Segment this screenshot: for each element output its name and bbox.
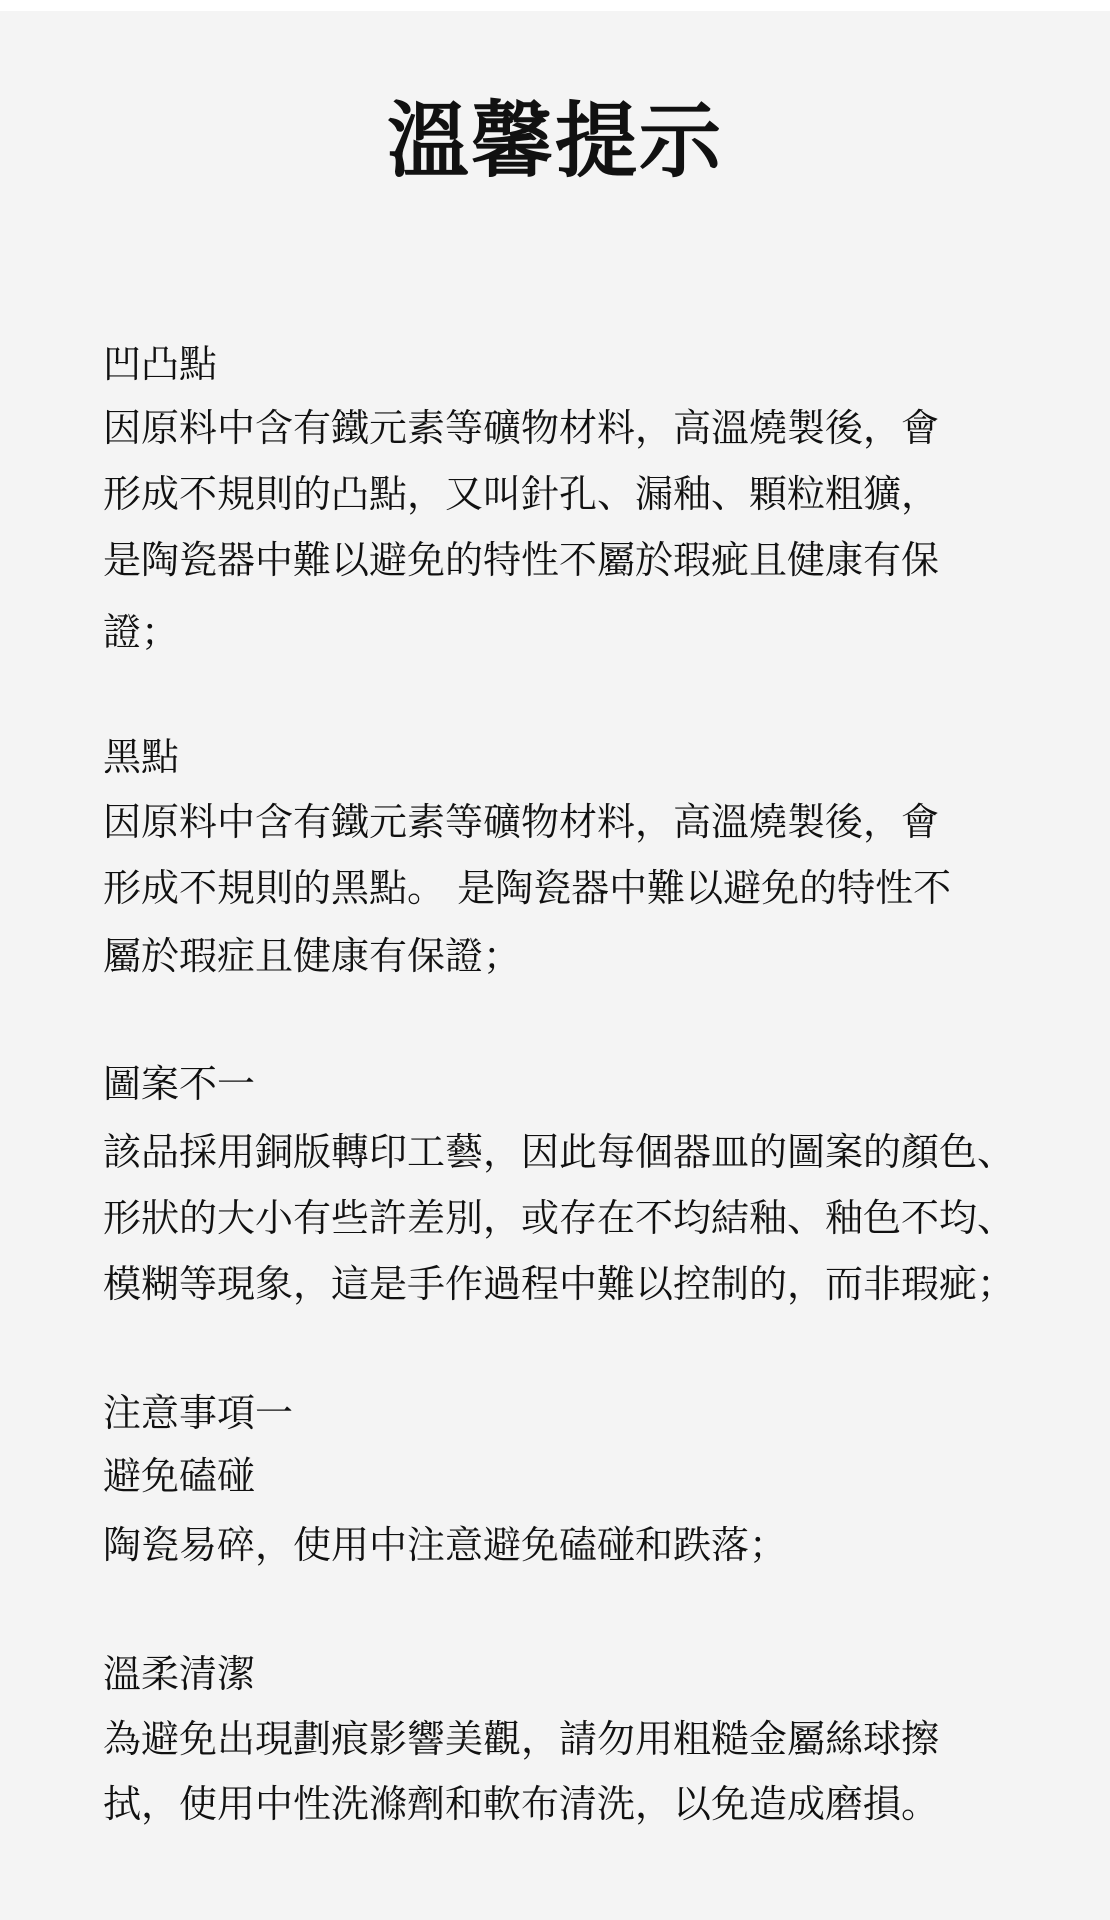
section-text-line: 因原料中含有鐵元素等礦物材料，高溫燒製後，會	[103, 406, 940, 450]
section-subheading: 避免磕碰	[103, 1454, 256, 1498]
section-text-line: 模糊等現象，這是手作過程中難以控制的，而非瑕疵；	[103, 1262, 1016, 1306]
section-heading: 凹凸點	[103, 342, 218, 386]
section-text-line: 該品採用銅版轉印工藝，因此每個器皿的圖案的顏色、	[103, 1130, 1016, 1174]
page-title: 溫馨提示	[386, 94, 723, 189]
section-text-line: 屬於瑕症且健康有保證；	[103, 934, 522, 978]
section-text-line: 因原料中含有鐵元素等礦物材料，高溫燒製後，會	[103, 800, 940, 844]
section-heading: 圖案不一	[103, 1062, 256, 1106]
section-text-line: 為避免出現劃痕影響美觀，請勿用粗糙金屬絲球擦	[103, 1717, 940, 1761]
section-text-line: 拭，使用中性洗滌劑和軟布清洗，以免造成磨損。	[103, 1782, 940, 1826]
section-text-line: 陶瓷易碎，使用中注意避免磕碰和跌落；	[103, 1523, 788, 1567]
section-heading: 溫柔清潔	[103, 1652, 256, 1696]
section-text-line: 是陶瓷器中難以避免的特性不屬於瑕疵且健康有保	[103, 538, 940, 582]
section-heading: 注意事項一	[103, 1391, 294, 1435]
section-heading: 黑點	[103, 735, 180, 779]
section-text-line: 形成不規則的凸點，又叫針孔、漏釉、顆粒粗獷，	[103, 472, 940, 516]
section-text-line: 形狀的大小有些許差別，或存在不均結釉、釉色不均、	[103, 1196, 1016, 1240]
section-text-line: 證；	[103, 610, 180, 654]
section-text-line: 形成不規則的黑點。 是陶瓷器中難以避免的特性不	[103, 866, 952, 910]
